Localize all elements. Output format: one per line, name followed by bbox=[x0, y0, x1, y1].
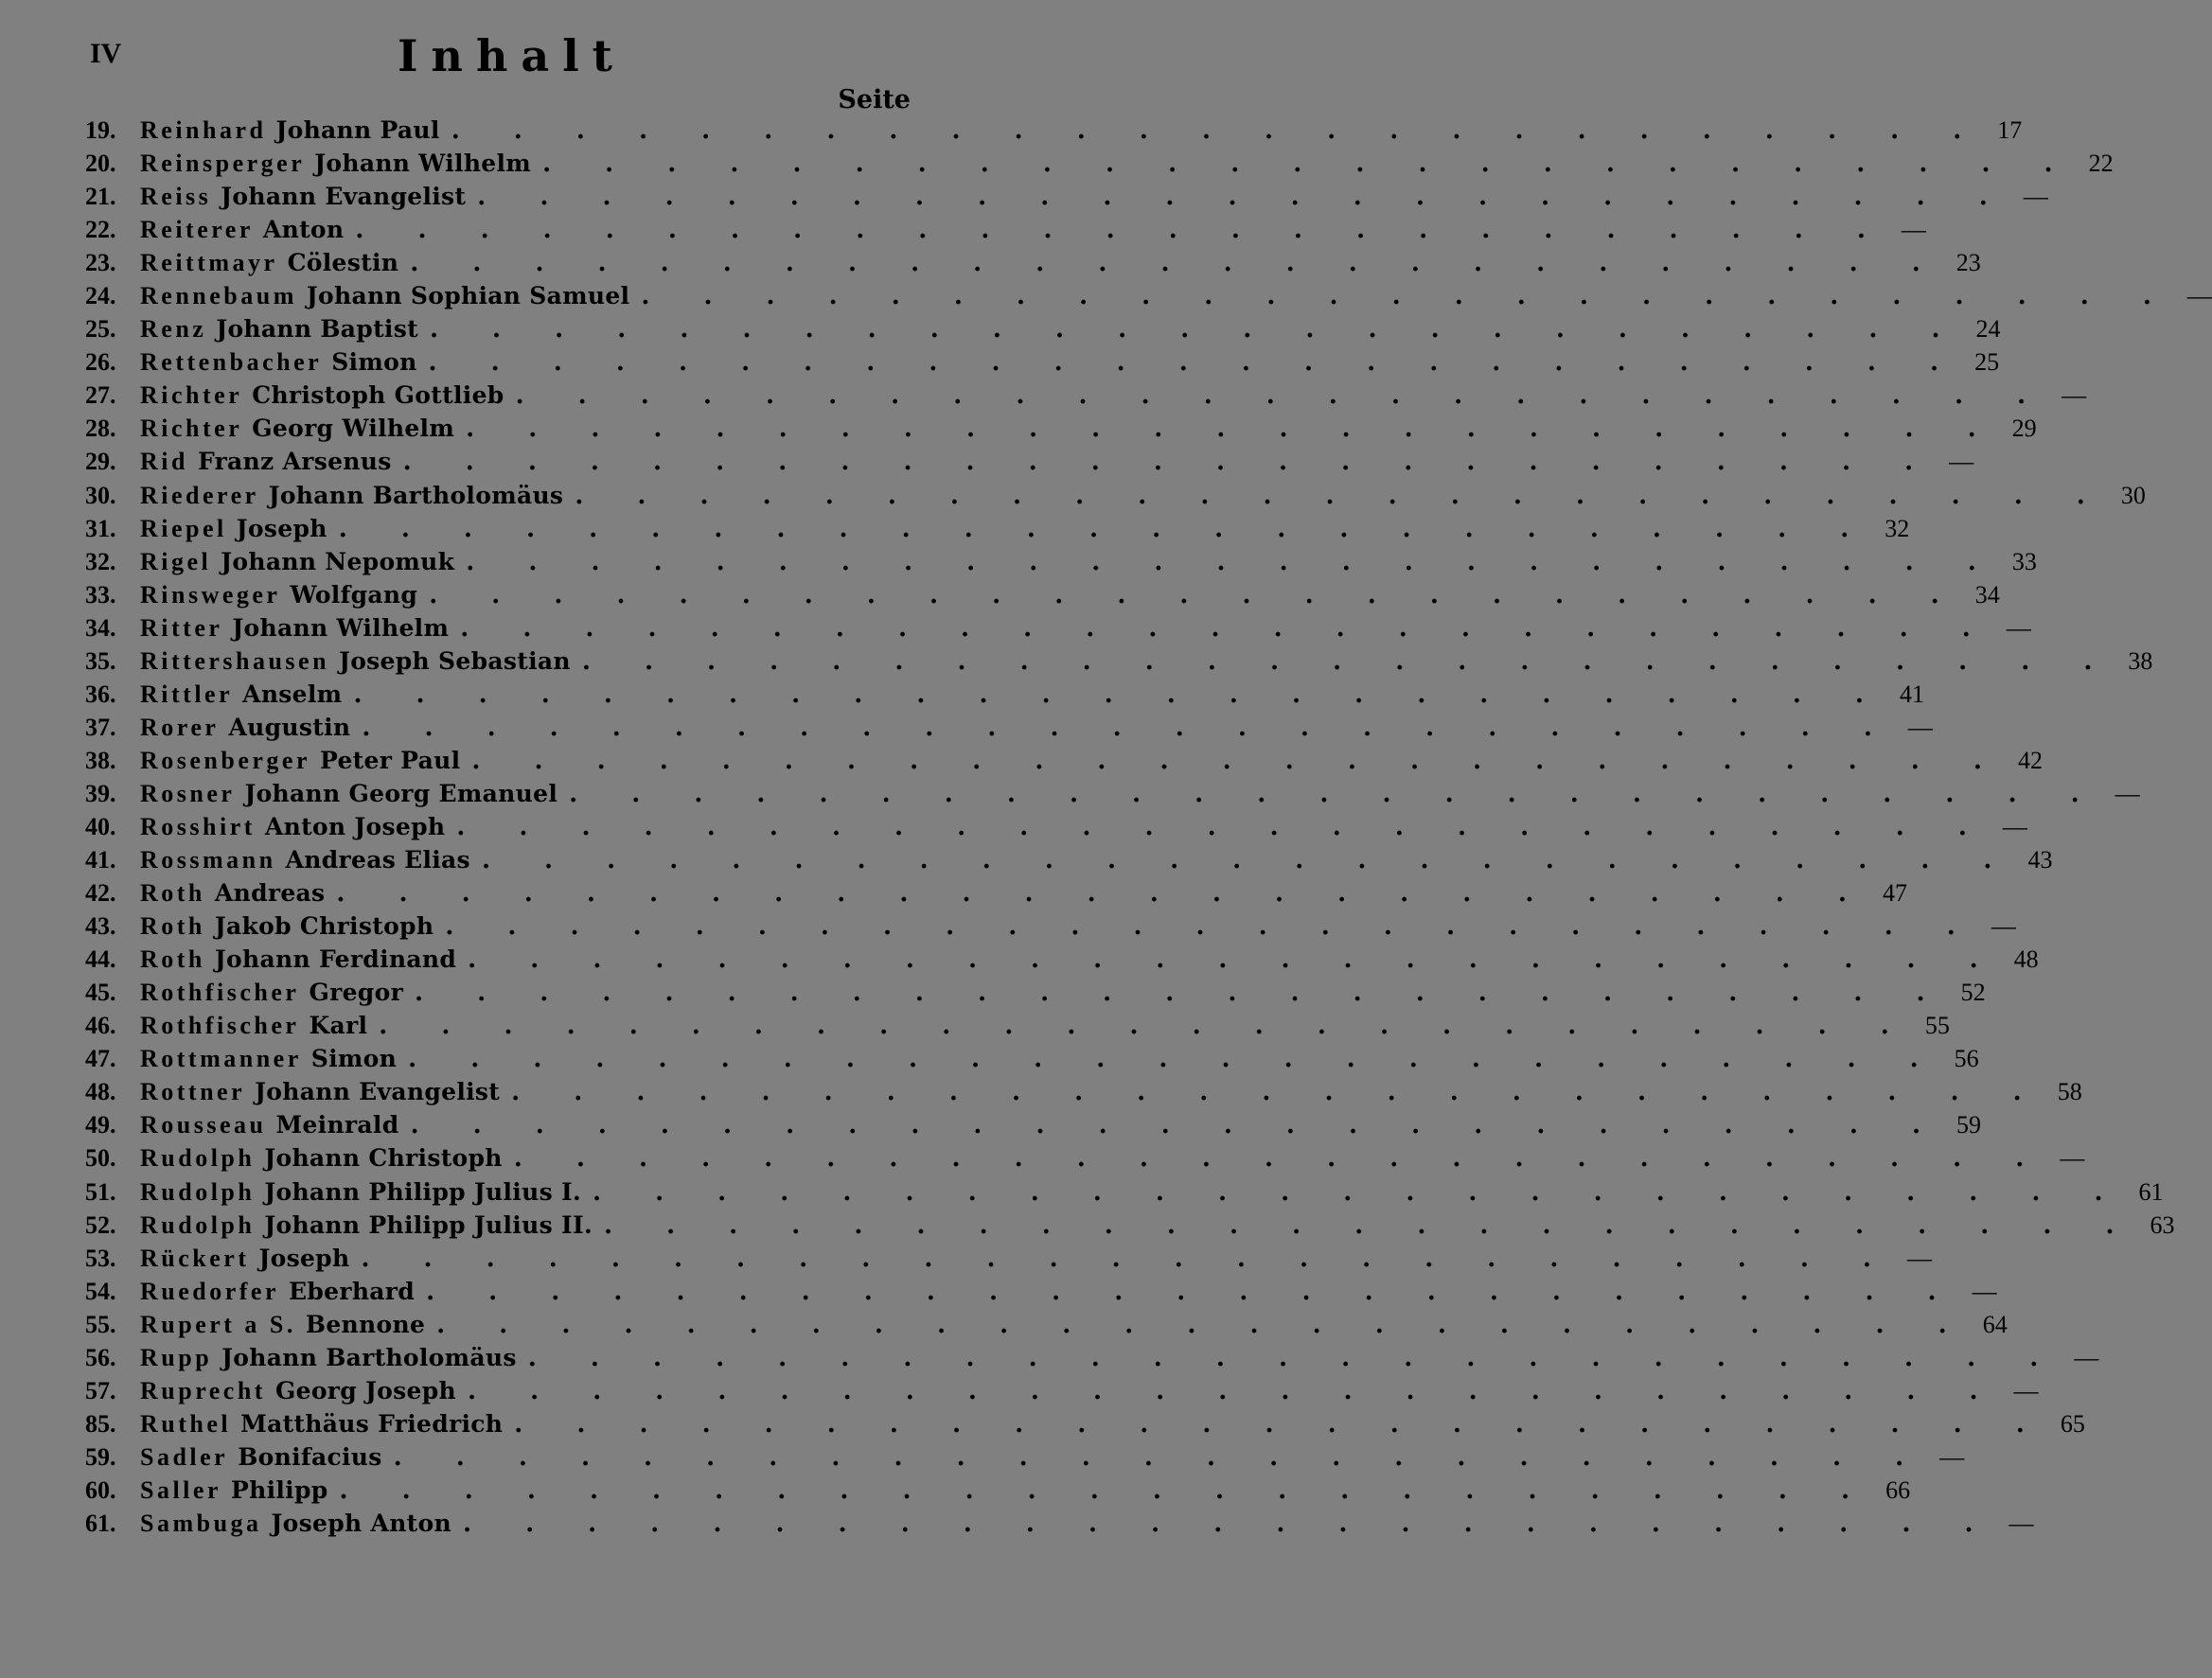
list-item bbox=[85, 345, 2000, 379]
entry-given-names: Bennone bbox=[305, 1310, 426, 1338]
dot-leader: . . . . . . . . . . . . . . . . . . . . . . . . . bbox=[436, 1310, 1970, 1339]
entry-given-names: Johann Christoph bbox=[264, 1144, 503, 1173]
entry-surname: Renz bbox=[140, 315, 207, 344]
list-item bbox=[85, 1275, 1997, 1308]
entry-surname: Saller bbox=[140, 1475, 221, 1504]
dot-leader: . . . . . . . . . . . . . . . . . . . . . . . . . bbox=[445, 912, 1978, 942]
entry-page-number: — bbox=[2006, 613, 2031, 642]
entry-surname: Richter bbox=[140, 415, 243, 443]
list-item bbox=[85, 545, 2037, 578]
entry-given-names: Simon bbox=[310, 1045, 398, 1073]
entry-number: 49. bbox=[85, 1111, 116, 1139]
entry-number: 43. bbox=[85, 912, 116, 941]
list-item bbox=[85, 312, 2001, 345]
entry-given-names: Andreas bbox=[214, 879, 326, 908]
dot-leader: . . . . . . . . . . . . . . . . . . . . . . . . . bbox=[466, 547, 1999, 576]
entry-number: 46. bbox=[85, 1012, 116, 1040]
entry-number: 32. bbox=[85, 547, 116, 575]
list-item bbox=[85, 611, 2031, 645]
entry-number: 33. bbox=[85, 580, 116, 609]
entry-given-names: Georg Wilhelm bbox=[252, 415, 455, 443]
entry-surname: Rittler bbox=[140, 680, 234, 708]
entry-page-number: — bbox=[2062, 381, 2087, 410]
list-item bbox=[85, 1075, 2082, 1108]
entry-page-number: — bbox=[1939, 1442, 1965, 1471]
entry-given-names: Johann Nepomuk bbox=[221, 547, 455, 575]
entry-surname: Rinsweger bbox=[140, 580, 281, 609]
entry-page-number: 52 bbox=[1960, 979, 1986, 1007]
entry-page-number: — bbox=[1907, 713, 1933, 741]
list-item bbox=[85, 1341, 2099, 1374]
entry-surname: Rittershausen bbox=[140, 646, 330, 675]
entry-number: 48. bbox=[85, 1078, 116, 1106]
entry-number: 85. bbox=[85, 1409, 116, 1438]
list-item bbox=[85, 876, 1907, 910]
entry-number: 21. bbox=[85, 183, 116, 211]
entry-page-number: 56 bbox=[1954, 1045, 1979, 1073]
entry-number: 47. bbox=[85, 1045, 116, 1073]
list-item bbox=[85, 1407, 2085, 1440]
entry-given-names: Georg Joseph bbox=[274, 1376, 456, 1404]
list-item bbox=[85, 1440, 1965, 1474]
dot-leader: . . . . . . . . . . . . . . . . . . . . . . . . . bbox=[514, 1409, 2047, 1439]
entry-page-number: — bbox=[2074, 1343, 2099, 1371]
entry-given-names: Johann Bartholomäus bbox=[221, 1343, 517, 1371]
entry-given-names: Johann Evangelist bbox=[255, 1078, 501, 1106]
entry-page-number: 32 bbox=[1885, 514, 1910, 542]
entry-number: 51. bbox=[85, 1177, 116, 1206]
entry-given-names: Andreas Elias bbox=[285, 846, 470, 874]
entry-number: 39. bbox=[85, 779, 116, 807]
entry-surname: Rottmanner bbox=[140, 1045, 302, 1073]
entry-number: 36. bbox=[85, 680, 116, 708]
entry-given-names: Johann Paul bbox=[275, 116, 440, 144]
list-item bbox=[85, 379, 2087, 412]
dot-leader: . . . . . . . . . . . . . . . . . . . . . . . . . bbox=[410, 249, 1943, 278]
list-item bbox=[85, 1308, 2008, 1341]
entry-surname: Ruedorfer bbox=[140, 1277, 280, 1305]
dot-leader: . . . . . . . . . . . . . . . . . . . . . . . . . bbox=[581, 646, 2115, 676]
entry-page-number: 41 bbox=[1899, 680, 1924, 708]
entry-given-names: Philipp bbox=[231, 1475, 328, 1504]
entry-surname: Reittmayr bbox=[140, 249, 278, 277]
dot-leader: . . . . . . . . . . . . . . . . . . . . . . . . . bbox=[575, 481, 2108, 510]
entry-given-names: Simon bbox=[331, 348, 417, 377]
entry-surname: Rosner bbox=[140, 779, 236, 807]
entry-number: 45. bbox=[85, 979, 116, 1007]
list-item bbox=[85, 1141, 2085, 1175]
entry-number: 50. bbox=[85, 1144, 116, 1173]
dot-leader: . . . . . . . . . . . . . . . . . . . . . . . . . bbox=[362, 713, 1895, 742]
entry-number: 24. bbox=[85, 282, 116, 310]
entry-given-names: Joseph Sebastian bbox=[339, 646, 571, 675]
entry-page-number: — bbox=[2023, 183, 2048, 211]
dot-leader: . . . . . . . . . . . . . . . . . . . . . . . . . bbox=[408, 1045, 1941, 1074]
entry-number: 31. bbox=[85, 514, 116, 542]
entry-page-number: 58 bbox=[2057, 1078, 2082, 1106]
entry-page-number: 55 bbox=[1924, 1012, 1950, 1040]
entry-given-names: Johann Bartholomäus bbox=[268, 481, 564, 509]
entry-given-names: Wolfgang bbox=[290, 580, 418, 609]
entry-surname: Riederer bbox=[140, 481, 259, 509]
entry-page-number: 64 bbox=[1982, 1310, 2008, 1338]
entry-number: 35. bbox=[85, 646, 116, 675]
list-item bbox=[85, 1108, 1982, 1141]
list-item bbox=[85, 810, 2027, 843]
entry-number: 56. bbox=[85, 1343, 116, 1371]
entry-page-number: 38 bbox=[2128, 646, 2153, 675]
list-item bbox=[85, 1009, 1950, 1042]
dot-leader: . . . . . . . . . . . . . . . . . . . . . . . . . bbox=[355, 216, 1888, 245]
entry-page-number: — bbox=[1901, 216, 1926, 244]
entry-number: 59. bbox=[85, 1442, 116, 1471]
entry-page-number: 24 bbox=[1975, 315, 2001, 344]
entry-surname: Roth bbox=[140, 879, 205, 908]
entry-given-names: Anselm bbox=[242, 680, 343, 708]
dot-leader: . . . . . . . . . . . . . . . . . . . . . . . . . bbox=[471, 746, 2005, 775]
list-item bbox=[85, 711, 1933, 744]
list-item bbox=[85, 180, 2048, 213]
entry-given-names: Bonifacius bbox=[238, 1442, 382, 1471]
entry-number: 19. bbox=[85, 116, 116, 144]
page-number: IV bbox=[90, 38, 122, 69]
dot-leader: . . . . . . . . . . . . . . . . . . . . . . . . . bbox=[527, 1343, 2062, 1372]
entry-surname: Rottner bbox=[140, 1078, 246, 1106]
dot-leader: . . . . . . . . . . . . . . . . . . . . . . . . . bbox=[353, 680, 1886, 709]
entry-surname: Roth bbox=[140, 912, 205, 941]
entry-number: 40. bbox=[85, 812, 116, 840]
entry-given-names: Karl bbox=[309, 1012, 368, 1040]
entry-number: 60. bbox=[85, 1475, 116, 1504]
dot-leader: . . . . . . . . . . . . . . . . . . . . . . . . . bbox=[641, 282, 2174, 311]
dot-leader: . . . . . . . . . . . . . . . . . . . . . . . . . bbox=[460, 613, 1993, 643]
entry-given-names: Matthäus Friedrich bbox=[240, 1409, 504, 1438]
list-item bbox=[85, 976, 1986, 1009]
entry-page-number: 25 bbox=[1974, 348, 2000, 377]
dot-leader: . . . . . . . . . . . . . . . . . . . . . . . . . bbox=[466, 415, 1999, 444]
entry-number: 28. bbox=[85, 415, 116, 443]
entry-surname: Richter bbox=[140, 381, 243, 410]
entry-page-number: — bbox=[2060, 1144, 2085, 1173]
entry-number: 20. bbox=[85, 150, 116, 178]
entry-surname: Rennebaum bbox=[140, 282, 297, 310]
entry-given-names: Joseph bbox=[236, 514, 327, 542]
list-item bbox=[85, 578, 2000, 611]
entry-number: 55. bbox=[85, 1310, 116, 1338]
entry-surname: Ritter bbox=[140, 613, 223, 642]
list-item bbox=[85, 1474, 1911, 1507]
entry-surname: Rosshirt bbox=[140, 812, 256, 840]
entry-surname: Reiterer bbox=[140, 216, 254, 244]
dot-leader: . . . . . . . . . . . . . . . . . . . . . . . . . bbox=[592, 1177, 2126, 1207]
dot-leader: . . . . . . . . . . . . . . . . . . . . . . . . . bbox=[410, 1111, 1944, 1140]
entry-surname: Rorer bbox=[140, 713, 220, 741]
entry-page-number: 47 bbox=[1882, 879, 1907, 908]
dot-leader: . . . . . . . . . . . . . . . . . . . . . . . . . bbox=[361, 1244, 1894, 1273]
entry-page-number: — bbox=[1972, 1277, 1997, 1305]
entry-number: 38. bbox=[85, 746, 116, 774]
list-item bbox=[85, 512, 1910, 545]
entry-page-number: 17 bbox=[1997, 116, 2023, 144]
entry-number: 44. bbox=[85, 945, 116, 974]
list-item bbox=[85, 147, 2114, 180]
entry-number: 57. bbox=[85, 1376, 116, 1404]
dot-leader: . . . . . . . . . . . . . . . . . . . . . . . . . bbox=[481, 846, 2015, 875]
list-item bbox=[85, 1242, 1932, 1275]
entry-given-names: Meinrald bbox=[275, 1111, 399, 1139]
entry-surname: Roth bbox=[140, 945, 205, 974]
entry-surname: Rigel bbox=[140, 547, 212, 575]
dot-leader: . . . . . . . . . . . . . . . . . . . . . . . . . bbox=[456, 812, 1990, 841]
entry-number: 27. bbox=[85, 381, 116, 410]
entry-page-number: — bbox=[1991, 912, 2016, 941]
entry-given-names: Cölestin bbox=[287, 249, 399, 277]
entry-given-names: Johann Georg Emanuel bbox=[244, 779, 558, 807]
list-item bbox=[85, 645, 2153, 678]
dot-leader: . . . . . . . . . . . . . . . . . . . . . . . . . bbox=[569, 779, 2102, 808]
list-item bbox=[85, 910, 2016, 943]
entry-surname: Rid bbox=[140, 448, 188, 476]
list-item bbox=[85, 279, 2212, 312]
list-item bbox=[85, 843, 2053, 876]
entry-number: 30. bbox=[85, 481, 116, 509]
entry-number: 29. bbox=[85, 448, 116, 476]
list-item bbox=[85, 1175, 2164, 1209]
dot-leader: . . . . . . . . . . . . . . . . . . . . . . . . . bbox=[415, 979, 1948, 1008]
entry-surname: Rothfischer bbox=[140, 979, 300, 1007]
entry-page-number: — bbox=[1949, 448, 1974, 476]
entry-surname: Rossmann bbox=[140, 846, 276, 874]
entry-surname: Rothfischer bbox=[140, 1012, 300, 1040]
list-item bbox=[85, 412, 2037, 445]
entry-given-names: Johann Baptist bbox=[216, 315, 418, 344]
dot-leader: . . . . . . . . . . . . . . . . . . . . . . . . . bbox=[542, 150, 2076, 179]
dot-leader: . . . . . . . . . . . . . . . . . . . . . . . . . bbox=[511, 1078, 2044, 1107]
entry-surname: Reiss bbox=[140, 183, 212, 211]
list-item bbox=[85, 943, 2039, 976]
dot-leader: . . . . . . . . . . . . . . . . . . . . . . . . . bbox=[451, 116, 1985, 145]
dot-leader: . . . . . . . . . . . . . . . . . . . . . . . . . bbox=[402, 448, 1937, 477]
entry-page-number: — bbox=[2013, 1376, 2039, 1404]
dot-leader: . . . . . . . . . . . . . . . . . . . . . . . . . bbox=[462, 1509, 1996, 1538]
entry-surname: Rosenberger bbox=[140, 746, 311, 774]
entry-page-number: — bbox=[2115, 779, 2140, 807]
entry-number: 34. bbox=[85, 613, 116, 642]
entry-surname: Reinhard bbox=[140, 116, 267, 144]
entry-surname: Ruprecht bbox=[140, 1376, 266, 1404]
entry-given-names: Johann Wilhelm bbox=[314, 150, 532, 178]
entry-page-number: 43 bbox=[2027, 846, 2053, 874]
entry-number: 22. bbox=[85, 216, 116, 244]
entry-given-names: Anton Joseph bbox=[264, 812, 446, 840]
dot-leader: . . . . . . . . . . . . . . . . . . . . . . . . . bbox=[515, 381, 2049, 411]
entry-given-names: Johann Sophian Samuel bbox=[306, 282, 630, 310]
dot-leader: . . . . . . . . . . . . . . . . . . . . . . . . . bbox=[393, 1442, 1927, 1472]
list-item bbox=[85, 1209, 2175, 1242]
list-item bbox=[85, 678, 1924, 711]
list-item bbox=[85, 1042, 1979, 1075]
entry-given-names: Anton bbox=[262, 216, 345, 244]
entry-page-number: 66 bbox=[1885, 1475, 1911, 1504]
list-item bbox=[85, 114, 2023, 147]
entry-page-number: — bbox=[2002, 812, 2027, 840]
list-item bbox=[85, 246, 1981, 279]
entry-number: 61. bbox=[85, 1509, 116, 1537]
list-item bbox=[85, 479, 2146, 512]
dot-leader: . . . . . . . . . . . . . . . . . . . . . . . . . bbox=[426, 1277, 1959, 1306]
entry-given-names: Johann Philipp Julius I. bbox=[264, 1177, 581, 1206]
dot-leader: . . . . . . . . . . . . . . . . . . . . . . . . . bbox=[338, 514, 1872, 543]
entry-surname: Riepel bbox=[140, 514, 227, 542]
entry-surname: Rudolph bbox=[140, 1144, 256, 1173]
entry-surname: Rupp bbox=[140, 1343, 213, 1371]
dot-leader: . . . . . . . . . . . . . . . . . . . . . . . . . bbox=[468, 1376, 2001, 1405]
entry-number: 26. bbox=[85, 348, 116, 377]
entry-given-names: Joseph bbox=[258, 1244, 350, 1272]
entry-number: 37. bbox=[85, 713, 116, 741]
entry-number: 54. bbox=[85, 1277, 116, 1305]
entry-page-number: 29 bbox=[2011, 415, 2037, 443]
entry-surname: Rettenbacher bbox=[140, 348, 323, 377]
entry-given-names: Gregor bbox=[309, 979, 404, 1007]
entry-number: 41. bbox=[85, 846, 116, 874]
entry-given-names: Peter Paul bbox=[320, 746, 461, 774]
entry-page-number: 65 bbox=[2060, 1409, 2085, 1438]
entry-given-names: Jakob Christoph bbox=[214, 912, 434, 941]
list-item bbox=[85, 777, 2140, 810]
entry-number: 42. bbox=[85, 879, 116, 908]
list-item bbox=[85, 1374, 2039, 1407]
entry-surname: Rudolph bbox=[140, 1210, 256, 1239]
entry-given-names: Johann Wilhelm bbox=[232, 613, 450, 642]
entry-surname: Rudolph bbox=[140, 1177, 256, 1206]
entry-page-number: 63 bbox=[2150, 1210, 2175, 1239]
entry-given-names: Johann Evangelist bbox=[221, 183, 467, 211]
entry-surname: Sambuga bbox=[140, 1509, 262, 1537]
entry-surname: Reinsperger bbox=[140, 150, 306, 178]
list-item bbox=[85, 744, 2043, 777]
entry-page-number: 34 bbox=[1974, 580, 2000, 609]
dot-leader: . . . . . . . . . . . . . . . . . . . . . . . . . bbox=[468, 945, 2001, 975]
entry-given-names: Franz Arsenus bbox=[197, 448, 392, 476]
entry-page-number: — bbox=[2008, 1509, 2034, 1537]
entry-page-number: 33 bbox=[2011, 547, 2037, 575]
entry-surname: Rückert bbox=[140, 1244, 250, 1272]
entry-page-number: 61 bbox=[2138, 1177, 2164, 1206]
dot-leader: . . . . . . . . . . . . . . . . . . . . . . . . . bbox=[379, 1012, 1912, 1041]
dot-leader: . . . . . . . . . . . . . . . . . . . . . . . . . bbox=[477, 183, 2010, 212]
entry-page-number: 22 bbox=[2088, 150, 2114, 178]
entry-number: 53. bbox=[85, 1244, 116, 1272]
entry-surname: Sadler bbox=[140, 1442, 229, 1471]
page-column-header: Seite bbox=[838, 85, 911, 115]
list-item bbox=[85, 1507, 2034, 1540]
entry-given-names: Johann Philipp Julius II. bbox=[264, 1210, 593, 1239]
entry-surname: Rousseau bbox=[140, 1111, 267, 1139]
entry-number: 52. bbox=[85, 1210, 116, 1239]
entry-page-number: 59 bbox=[1956, 1111, 1982, 1139]
dot-leader: . . . . . . . . . . . . . . . . . . . . . . . . . bbox=[429, 580, 1962, 609]
entry-number: 23. bbox=[85, 249, 116, 277]
entry-page-number: 42 bbox=[2017, 746, 2043, 774]
dot-leader: . . . . . . . . . . . . . . . . . . . . . . . . . bbox=[428, 348, 1962, 378]
entry-page-number: 48 bbox=[2013, 945, 2039, 974]
dot-leader: . . . . . . . . . . . . . . . . . . . . . . . . . bbox=[336, 879, 1869, 909]
page-title: Inhalt bbox=[398, 30, 626, 81]
entry-page-number: 23 bbox=[1955, 249, 1981, 277]
list-item bbox=[85, 445, 1974, 478]
list-item bbox=[85, 213, 1926, 246]
entry-page-number: — bbox=[1906, 1244, 1932, 1272]
dot-leader: . . . . . . . . . . . . . . . . . . . . . . . . . bbox=[603, 1210, 2137, 1240]
entry-surname: Rupert a S. bbox=[140, 1310, 296, 1338]
dot-leader: . . . . . . . . . . . . . . . . . . . . . . . . . bbox=[339, 1475, 1873, 1505]
entry-given-names: Johann Ferdinand bbox=[214, 945, 457, 974]
entry-page-number: 30 bbox=[2120, 481, 2146, 509]
dot-leader: . . . . . . . . . . . . . . . . . . . . . . . . . bbox=[429, 315, 1963, 344]
entry-surname: Ruthel bbox=[140, 1409, 232, 1438]
entry-number: 25. bbox=[85, 315, 116, 344]
dot-leader: . . . . . . . . . . . . . . . . . . . . . . . . . bbox=[513, 1144, 2047, 1174]
entry-given-names: Christoph Gottlieb bbox=[252, 381, 504, 410]
entry-page-number: — bbox=[2186, 282, 2212, 310]
table-of-contents bbox=[85, 114, 2212, 1540]
entry-given-names: Eberhard bbox=[289, 1277, 416, 1305]
entry-given-names: Augustin bbox=[228, 713, 351, 741]
entry-given-names: Joseph Anton bbox=[271, 1509, 451, 1537]
